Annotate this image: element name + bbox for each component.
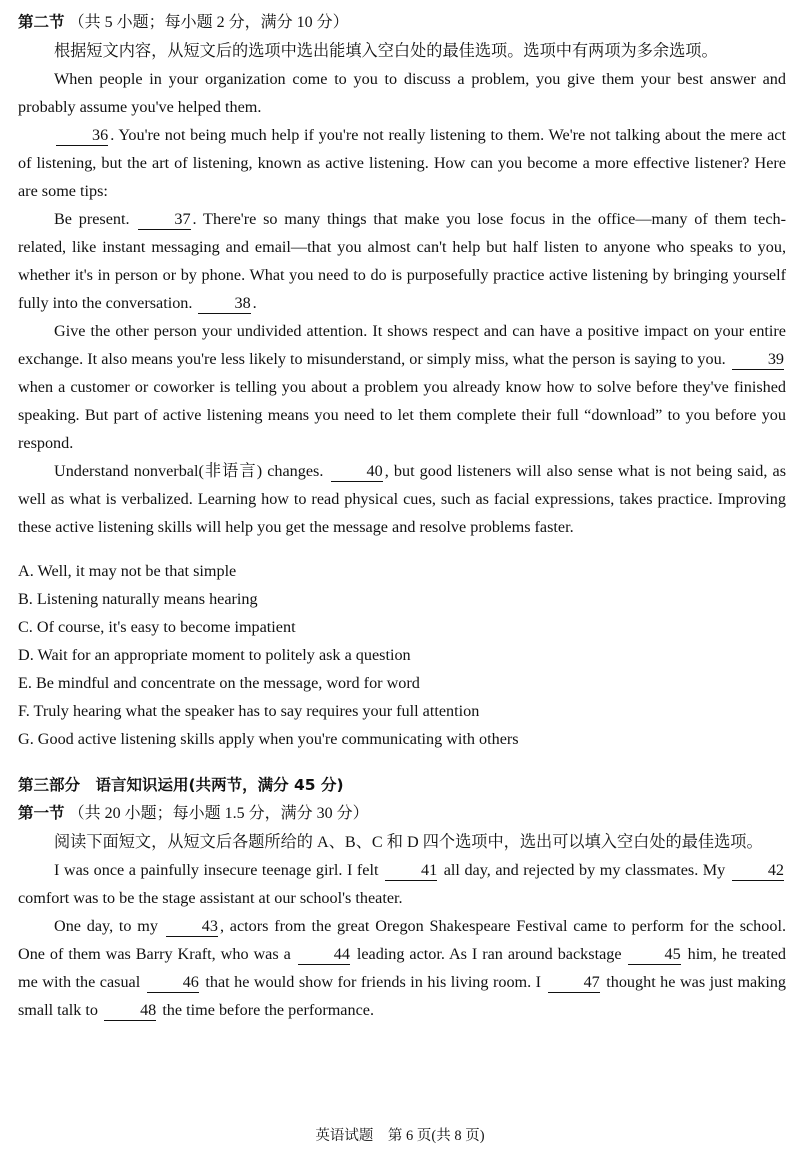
option-item: D. Wait for an appropriate moment to politely ask a question bbox=[18, 646, 411, 664]
paragraph-text: I was once a painfully insecure teenage girl. I felt bbox=[54, 861, 379, 879]
paragraph-text: , but good listeners will also sense what is not being said, as well as what is verbalized. Learning how to read physical cues, such as facial expressions, takes practice. Improving these active listening skills will help you get the message and resolve problems faster. bbox=[18, 462, 787, 536]
options-list bbox=[18, 557, 786, 753]
paragraph-text: Give the other person your undivided attention. It shows respect and can have a positive impact on your entire exchange. It also means you're less likely to misunderstand, or simply miss, what the person is saying to you. bbox=[18, 322, 786, 368]
part-heading: 第三部分 语言知识运用(共两节，满分 45 分) bbox=[18, 776, 344, 794]
passage-paragraph bbox=[18, 856, 786, 912]
answer-blank: 39 bbox=[732, 349, 784, 370]
paragraph-text: One day, to my bbox=[54, 917, 158, 935]
option-item: C. Of course, it's easy to become impatient bbox=[18, 618, 296, 636]
option-item: G. Good active listening skills apply when you're communicating with others bbox=[18, 730, 519, 748]
section-scoring-note: （共 20 小题；每小题 1.5 分，满分 30 分） bbox=[68, 805, 369, 822]
section-instruction: 根据短文内容，从短文后的选项中选出能填入空白处的最佳选项。选项中有两项为多余选项。 bbox=[54, 42, 718, 60]
answer-blank: 38 bbox=[198, 293, 250, 314]
answer-blank: 42 bbox=[732, 860, 784, 881]
option-item: E. Be mindful and concentrate on the message, word for word bbox=[18, 674, 420, 692]
paragraph-text: the time before the performance. bbox=[162, 1001, 374, 1019]
answer-blank: 46 bbox=[147, 972, 199, 993]
option-item: A. Well, it may not be that simple bbox=[18, 562, 237, 580]
answer-blank: 41 bbox=[385, 860, 437, 881]
passage-paragraph bbox=[18, 317, 786, 457]
paragraph-text: . There're so many things that make you lose focus in the office—many of them tech-related, like instant messaging and email—that you almost can't help but half listen to anyone who speaks to you, whether it's in person or by phone. What you need to do is purposefully practice active listening by bringing yourself fully into the conversation. bbox=[18, 210, 787, 312]
answer-blank: 36 bbox=[56, 125, 108, 146]
answer-blank: 45 bbox=[628, 944, 680, 965]
paragraph-text: . bbox=[252, 294, 257, 312]
spacer bbox=[18, 753, 786, 771]
paragraph-text: Understand nonverbal(非语言) changes. bbox=[54, 462, 324, 480]
exam-page bbox=[18, 8, 786, 1024]
passage-paragraph: When people in your organization come to you to discuss a problem, you give them your best answer and probably assume you've helped them. bbox=[18, 70, 786, 116]
section-title: 第一节 bbox=[18, 804, 65, 822]
option-item: F. Truly hearing what the speaker has to say requires your full attention bbox=[18, 702, 480, 720]
paragraph-text: that he would show for friends in his living room. I bbox=[205, 973, 542, 991]
answer-blank: 44 bbox=[298, 944, 350, 965]
paragraph-text: , actors from the great Oregon Shakespeare Festival came to perform for the school. One of them was Barry Kraft, who was a bbox=[18, 917, 787, 963]
answer-blank: 40 bbox=[331, 461, 383, 482]
section-heading bbox=[18, 799, 786, 828]
option-item: B. Listening naturally means hearing bbox=[18, 590, 258, 608]
paragraph-text: him, he treated me with the casual bbox=[18, 945, 787, 991]
answer-blank: 48 bbox=[104, 1000, 156, 1021]
paragraph-text: Be present. bbox=[54, 210, 130, 228]
paragraph-text: . You're not being much help if you're not really listening to them. We're not talking about the mere act of listening, but the art of listening, known as active listening. How can you become a more effective listener? Here are some tips: bbox=[18, 126, 786, 200]
paragraph-text: thought he was just making small talk to bbox=[18, 973, 787, 1019]
page-footer: 英语试题 第 6 页(共 8 页) bbox=[315, 1128, 485, 1144]
paragraph-text: all day, and rejected by my classmates. My bbox=[443, 861, 726, 879]
section-instruction: 阅读下面短文，从短文后各题所给的 A、B、C 和 D 四个选项中，选出可以填入空白处的最佳选项。 bbox=[54, 833, 763, 851]
passage-paragraph bbox=[18, 457, 786, 541]
passage-paragraph bbox=[18, 912, 786, 1024]
paragraph-text: when a customer or coworker is telling you about a problem you already know how to solve before they've finished speaking. But part of active listening means you need to let them complete their full “download” to you before you respond. bbox=[18, 378, 786, 452]
passage-paragraph bbox=[18, 205, 786, 317]
answer-blank: 37 bbox=[138, 209, 190, 230]
section-scoring-note: （共 5 小题；每小题 2 分，满分 10 分） bbox=[68, 14, 349, 31]
section-heading bbox=[18, 8, 786, 37]
spacer bbox=[18, 541, 786, 557]
paragraph-text: leading actor. As I ran around backstage bbox=[356, 945, 622, 963]
answer-blank: 47 bbox=[548, 972, 600, 993]
section-title: 第二节 bbox=[18, 13, 65, 31]
answer-blank: 43 bbox=[166, 916, 218, 937]
passage-paragraph bbox=[18, 121, 786, 205]
paragraph-text: comfort was to be the stage assistant at our school's theater. bbox=[18, 889, 403, 907]
